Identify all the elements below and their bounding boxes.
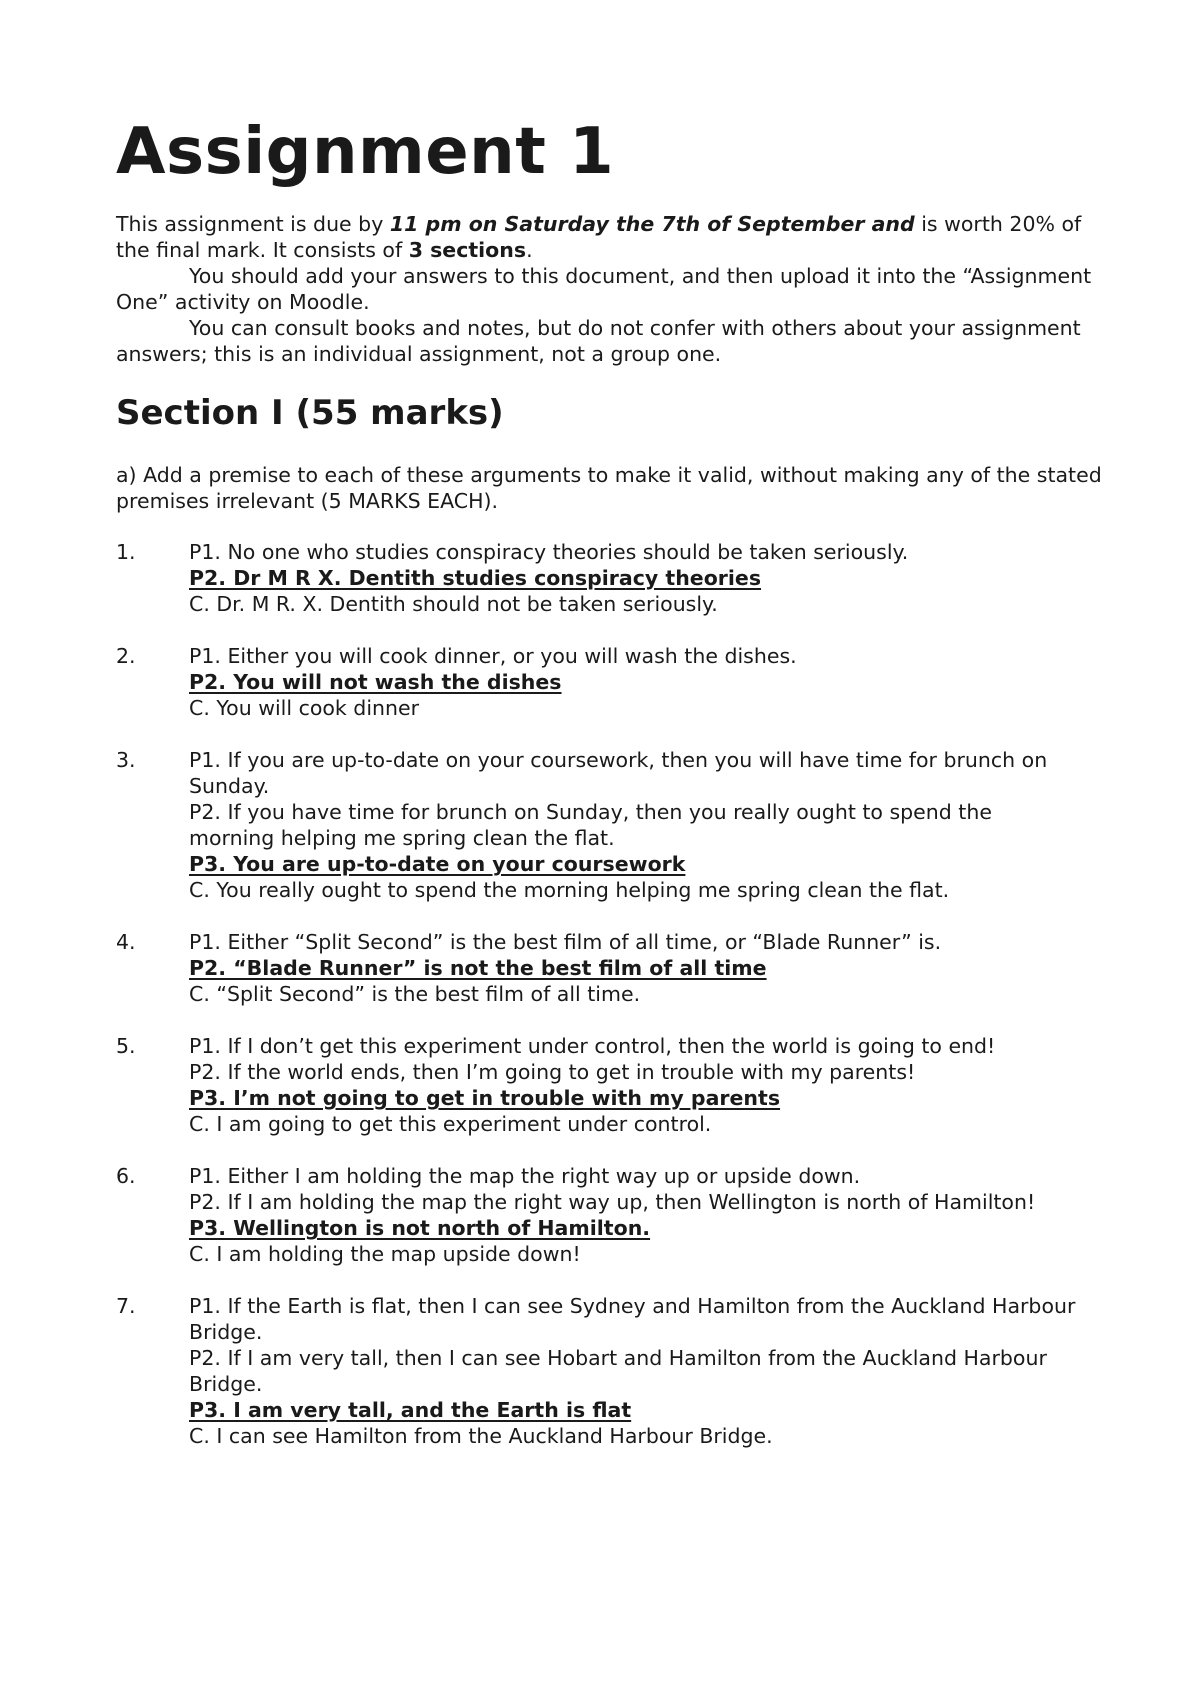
premise-2: P2. If you have time for brunch on Sunday, then you really ought to spend the	[189, 800, 992, 824]
document-title: Assignment 1	[116, 115, 615, 189]
section-instruction: a) Add a premise to each of these arguments to make it valid, without making any of the stated premises irrelevant (5 MARKS EACH).	[116, 463, 1102, 513]
item-number: 1.	[116, 540, 136, 564]
premise-1: P1. If the Earth is flat, then I can see Sydney and Hamilton from the Auckland Harbour	[189, 1294, 1076, 1318]
intro-block	[116, 211, 1116, 367]
premise-1: P1. Either I am holding the map the right way up or upside down.	[189, 1164, 861, 1188]
item-number: 6.	[116, 1164, 136, 1188]
premise-1: P1. If I don’t get this experiment under control, then the world is going to end!	[189, 1034, 996, 1058]
section-heading: Section I (55 marks)	[116, 393, 504, 433]
answer-premise: P3. I am very tall, and the Earth is flat	[189, 1398, 632, 1422]
conclusion: C. I am going to get this experiment under control.	[189, 1112, 712, 1136]
item-number: 2.	[116, 644, 136, 668]
premise-1: P1. Either you will cook dinner, or you will wash the dishes.	[189, 644, 797, 668]
premise-2-continued: Bridge.	[189, 1372, 263, 1396]
item-number: 7.	[116, 1294, 136, 1318]
conclusion: C. You really ought to spend the morning helping me spring clean the flat.	[189, 878, 950, 902]
intro-text: This assignment is due by	[116, 212, 390, 236]
premise-2-continued: morning helping me spring clean the flat.	[189, 826, 615, 850]
intro-paragraph-rules: You can consult books and notes, but do not confer with others about your assignment answers; this is an individual assignment, not a group one.	[116, 316, 1081, 366]
answer-premise: P2. Dr M R X. Dentith studies conspiracy theories	[189, 566, 762, 590]
item-number: 4.	[116, 930, 136, 954]
answer-premise: P3. Wellington is not north of Hamilton.	[189, 1216, 651, 1240]
premise-1: P1. Either “Split Second” is the best film of all time, or “Blade Runner” is.	[189, 930, 942, 954]
section-count: 3 sections	[408, 238, 527, 262]
argument-item	[116, 1033, 1116, 1137]
argument-item	[116, 747, 1116, 903]
intro-paragraph-due	[116, 211, 1116, 263]
argument-item	[116, 539, 1116, 617]
premise-2: P2. If I am holding the map the right way up, then Wellington is north of Hamilton!	[189, 1190, 1036, 1214]
premise-2: P2. If the world ends, then I’m going to get in trouble with my parents!	[189, 1060, 916, 1084]
premise-1: P1. If you are up-to-date on your coursework, then you will have time for brunch on	[189, 748, 1048, 772]
argument-item	[116, 929, 1116, 1007]
argument-list	[116, 539, 1116, 1475]
item-number: 5.	[116, 1034, 136, 1058]
item-number: 3.	[116, 748, 136, 772]
conclusion: C. Dr. M R. X. Dentith should not be taken seriously.	[189, 592, 718, 616]
answer-premise: P3. I’m not going to get in trouble with my parents	[189, 1086, 781, 1110]
answer-premise: P2. “Blade Runner” is not the best film of all time	[189, 956, 767, 980]
intro-text: is worth 20% of the final mark. It consists of	[116, 212, 1082, 262]
intro-text: .	[526, 238, 533, 262]
answer-premise: P3. You are up-to-date on your coursework	[189, 852, 686, 876]
conclusion: C. “Split Second” is the best film of all time.	[189, 982, 641, 1006]
premise-1-continued: Bridge.	[189, 1320, 263, 1344]
intro-paragraph-upload: You should add your answers to this document, and then upload it into the “Assignment One” activity on Moodle.	[116, 264, 1092, 314]
argument-item	[116, 643, 1116, 721]
argument-item	[116, 1163, 1116, 1267]
conclusion: C. I am holding the map upside down!	[189, 1242, 581, 1266]
premise-1-continued: Sunday.	[189, 774, 270, 798]
answer-premise: P2. You will not wash the dishes	[189, 670, 562, 694]
conclusion: C. You will cook dinner	[189, 696, 420, 720]
premise-1: P1. No one who studies conspiracy theories should be taken seriously.	[189, 540, 909, 564]
due-date: 11 pm on Saturday the 7th of September and	[389, 212, 915, 236]
conclusion: C. I can see Hamilton from the Auckland Harbour Bridge.	[189, 1424, 773, 1448]
premise-2: P2. If I am very tall, then I can see Hobart and Hamilton from the Auckland Harbour	[189, 1346, 1047, 1370]
argument-item	[116, 1293, 1116, 1449]
